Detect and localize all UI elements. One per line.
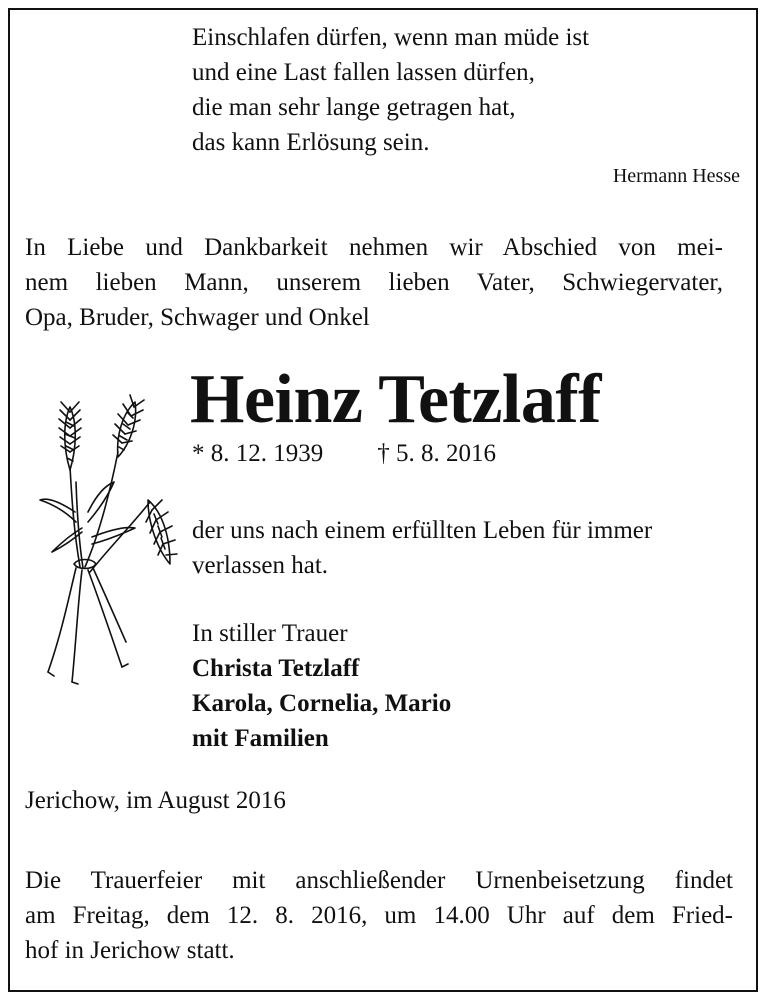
funeral-line: Die Trauerfeier mit anschließender Urnenbeisetzung findet (25, 867, 733, 894)
mourners-heading: In stiller Trauer (192, 620, 348, 647)
birth-date: * 8. 12. 1939 (192, 440, 324, 467)
poem-line: die man sehr lange getragen hat, (192, 94, 516, 121)
mourners-block (192, 616, 451, 756)
poem-line: das kann Erlösung sein. (192, 129, 430, 156)
intro-line: In Liebe und Dankbarkeit nehmen wir Abschied von mei- (25, 234, 723, 261)
poem-quote (192, 20, 589, 160)
intro-paragraph (25, 230, 723, 335)
place-date: Jerichow, im August 2016 (25, 787, 286, 814)
funeral-line: am Freitag, dem 12. 8. 2016, um 14.00 Uhr auf dem Fried- (25, 902, 733, 929)
funeral-line: hof in Jerichow statt. (25, 937, 235, 964)
mourner-name: Christa Tetzlaff (192, 655, 360, 682)
mourner-name: Karola, Cornelia, Mario (192, 690, 452, 717)
poem-author: Hermann Hesse (612, 165, 740, 187)
description-line: verlassen hat. (192, 552, 329, 579)
intro-line: Opa, Bruder, Schwager und Onkel (25, 304, 370, 331)
poem-line: und eine Last fallen lassen dürfen, (192, 59, 535, 86)
death-date: † 5. 8. 2016 (377, 440, 496, 467)
poem-line: Einschlafen dürfen, wenn man müde ist (192, 24, 590, 51)
funeral-notice (25, 863, 733, 968)
wheat-bundle-icon (30, 392, 180, 692)
description (192, 513, 652, 583)
mourner-name: mit Familien (192, 725, 329, 752)
intro-line: nem lieben Mann, unserem lieben Vater, Schwiegervater, (25, 269, 723, 296)
deceased-name: Heinz Tetzlaff (190, 361, 601, 438)
description-line: der uns nach einem erfüllten Leben für immer (192, 517, 653, 544)
life-dates (192, 440, 496, 468)
